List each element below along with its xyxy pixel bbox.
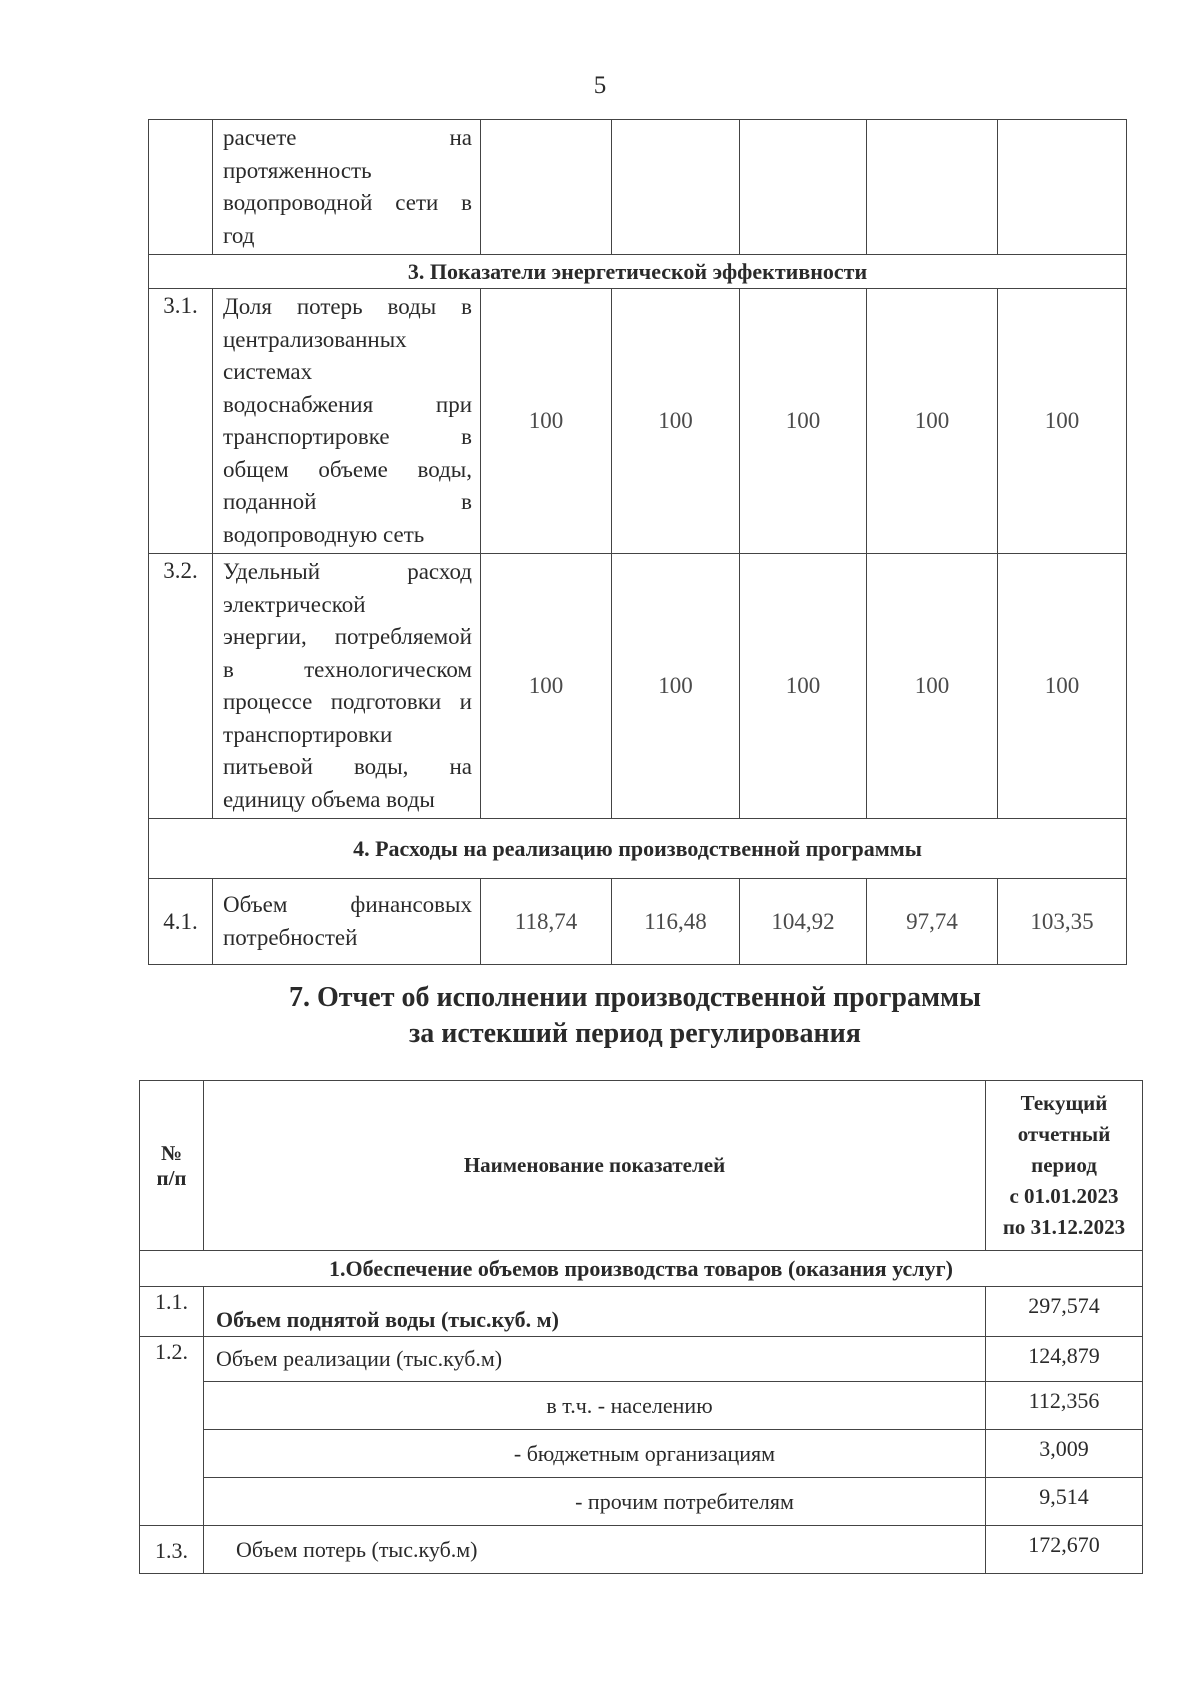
table-row bbox=[140, 1430, 1143, 1478]
row-description bbox=[213, 879, 481, 965]
table-row bbox=[140, 1337, 1143, 1382]
indicators-table bbox=[148, 119, 1127, 965]
value-cell: 100 bbox=[867, 289, 998, 554]
row-name: в т.ч. - населению bbox=[204, 1382, 986, 1430]
desc-line: электрической bbox=[223, 591, 366, 617]
desc-line: системах bbox=[223, 359, 313, 384]
header-period bbox=[986, 1081, 1143, 1251]
table-row bbox=[140, 1478, 1143, 1526]
table-cell bbox=[612, 120, 740, 255]
desc-line: транспортировки bbox=[223, 721, 393, 747]
desc-line: общем объеме воды, bbox=[223, 456, 472, 482]
desc-line: расчете на bbox=[223, 125, 472, 150]
desc-line: водоснабжения при bbox=[223, 391, 472, 417]
row-name: - прочим потребителям bbox=[204, 1478, 986, 1526]
value-cell: 97,74 bbox=[867, 879, 998, 965]
row-number: 1.1. bbox=[140, 1287, 204, 1337]
desc-line: питьевой воды, на bbox=[223, 754, 472, 779]
heading-line-1: 7. Отчет об исполнении производственной программы bbox=[288, 982, 981, 1013]
section1-title: 1.Обеспечение объемов производства товаров (оказания услуг) bbox=[140, 1251, 1143, 1287]
desc-line: процессе подготовки и bbox=[223, 689, 472, 714]
row-value: 9,514 bbox=[986, 1478, 1143, 1526]
value-cell: 100 bbox=[481, 289, 612, 554]
table-row bbox=[140, 1382, 1143, 1430]
table-cell bbox=[481, 120, 612, 255]
desc-line: протяженность bbox=[223, 157, 372, 183]
desc-line: год bbox=[223, 222, 255, 248]
desc-line: в технологическом bbox=[223, 656, 472, 682]
header-row bbox=[140, 1081, 1143, 1251]
row-number: 4.1. bbox=[149, 879, 213, 965]
section3-title: 3. Показатели энергетической эффективности bbox=[149, 255, 1127, 289]
row-number: 3.2. bbox=[149, 554, 213, 819]
desc-line: транспортировке в bbox=[223, 424, 472, 449]
value-cell: 103,35 bbox=[998, 879, 1127, 965]
period-line: с 01.01.2023 bbox=[1009, 1184, 1119, 1208]
table-cell bbox=[740, 120, 867, 255]
value-cell: 100 bbox=[612, 289, 740, 554]
page-number: 5 bbox=[593, 72, 607, 99]
desc-line: единицу объема воды bbox=[223, 786, 435, 812]
value-cell: 100 bbox=[740, 554, 867, 819]
value-cell: 100 bbox=[998, 289, 1127, 554]
row-description bbox=[213, 554, 481, 819]
period-line: по 31.12.2023 bbox=[1002, 1215, 1126, 1239]
desc-line: Объем финансовых bbox=[223, 892, 472, 917]
section-heading bbox=[0, 980, 1200, 1052]
header-num-symbol: № bbox=[160, 1140, 183, 1165]
table-row bbox=[149, 120, 1127, 255]
value-cell: 100 bbox=[867, 554, 998, 819]
section-row bbox=[149, 255, 1127, 289]
row-number: 1.3. bbox=[140, 1526, 204, 1574]
desc-line: Удельный расход bbox=[223, 559, 472, 584]
desc-line: централизованных bbox=[223, 326, 407, 352]
desc-line: потребностей bbox=[223, 924, 358, 950]
desc-line: поданной в bbox=[223, 489, 472, 514]
section-row bbox=[140, 1251, 1143, 1287]
period-line: период bbox=[1031, 1153, 1097, 1177]
period-line: отчетный bbox=[1017, 1122, 1111, 1146]
value-cell: 100 bbox=[998, 554, 1127, 819]
desc-line: Доля потерь воды в bbox=[223, 294, 472, 319]
table-row bbox=[149, 289, 1127, 554]
row-value: 124,879 bbox=[986, 1337, 1143, 1382]
section-row bbox=[149, 819, 1127, 879]
row-value: 3,009 bbox=[986, 1430, 1143, 1478]
table-cell bbox=[149, 120, 213, 255]
header-num-label: п/п bbox=[156, 1165, 187, 1190]
row-number: 1.2. bbox=[140, 1337, 204, 1526]
table-row bbox=[140, 1287, 1143, 1337]
row-value: 172,670 bbox=[986, 1526, 1143, 1574]
table-cell bbox=[998, 120, 1127, 255]
period-line: Текущий bbox=[1020, 1091, 1108, 1115]
carryover-description bbox=[213, 120, 481, 255]
table-cell bbox=[867, 120, 998, 255]
section4-title: 4. Расходы на реализацию производственной программы bbox=[149, 819, 1127, 879]
row-value: 112,356 bbox=[986, 1382, 1143, 1430]
desc-line: водопроводной сети в bbox=[223, 190, 472, 215]
table-row bbox=[140, 1526, 1143, 1574]
table-row bbox=[149, 879, 1127, 965]
desc-line: энергии, потребляемой bbox=[223, 624, 472, 649]
value-cell: 118,74 bbox=[481, 879, 612, 965]
row-number: 3.1. bbox=[149, 289, 213, 554]
report-table bbox=[139, 1080, 1143, 1574]
row-name: - бюджетным организациям bbox=[204, 1430, 986, 1478]
row-name: Объем реализации (тыс.куб.м) bbox=[204, 1337, 986, 1382]
value-cell: 116,48 bbox=[612, 879, 740, 965]
row-name: Объем поднятой воды (тыс.куб. м) bbox=[204, 1287, 986, 1337]
row-name: Объем потерь (тыс.куб.м) bbox=[204, 1526, 986, 1574]
row-value: 297,574 bbox=[986, 1287, 1143, 1337]
header-name: Наименование показателей bbox=[204, 1081, 986, 1251]
value-cell: 100 bbox=[612, 554, 740, 819]
value-cell: 104,92 bbox=[740, 879, 867, 965]
value-cell: 100 bbox=[740, 289, 867, 554]
row-description bbox=[213, 289, 481, 554]
header-num bbox=[140, 1081, 204, 1251]
desc-line: водопроводную сеть bbox=[223, 521, 425, 547]
heading-line-2: за истекший период регулирования bbox=[409, 1018, 861, 1049]
table-row bbox=[149, 554, 1127, 819]
value-cell: 100 bbox=[481, 554, 612, 819]
